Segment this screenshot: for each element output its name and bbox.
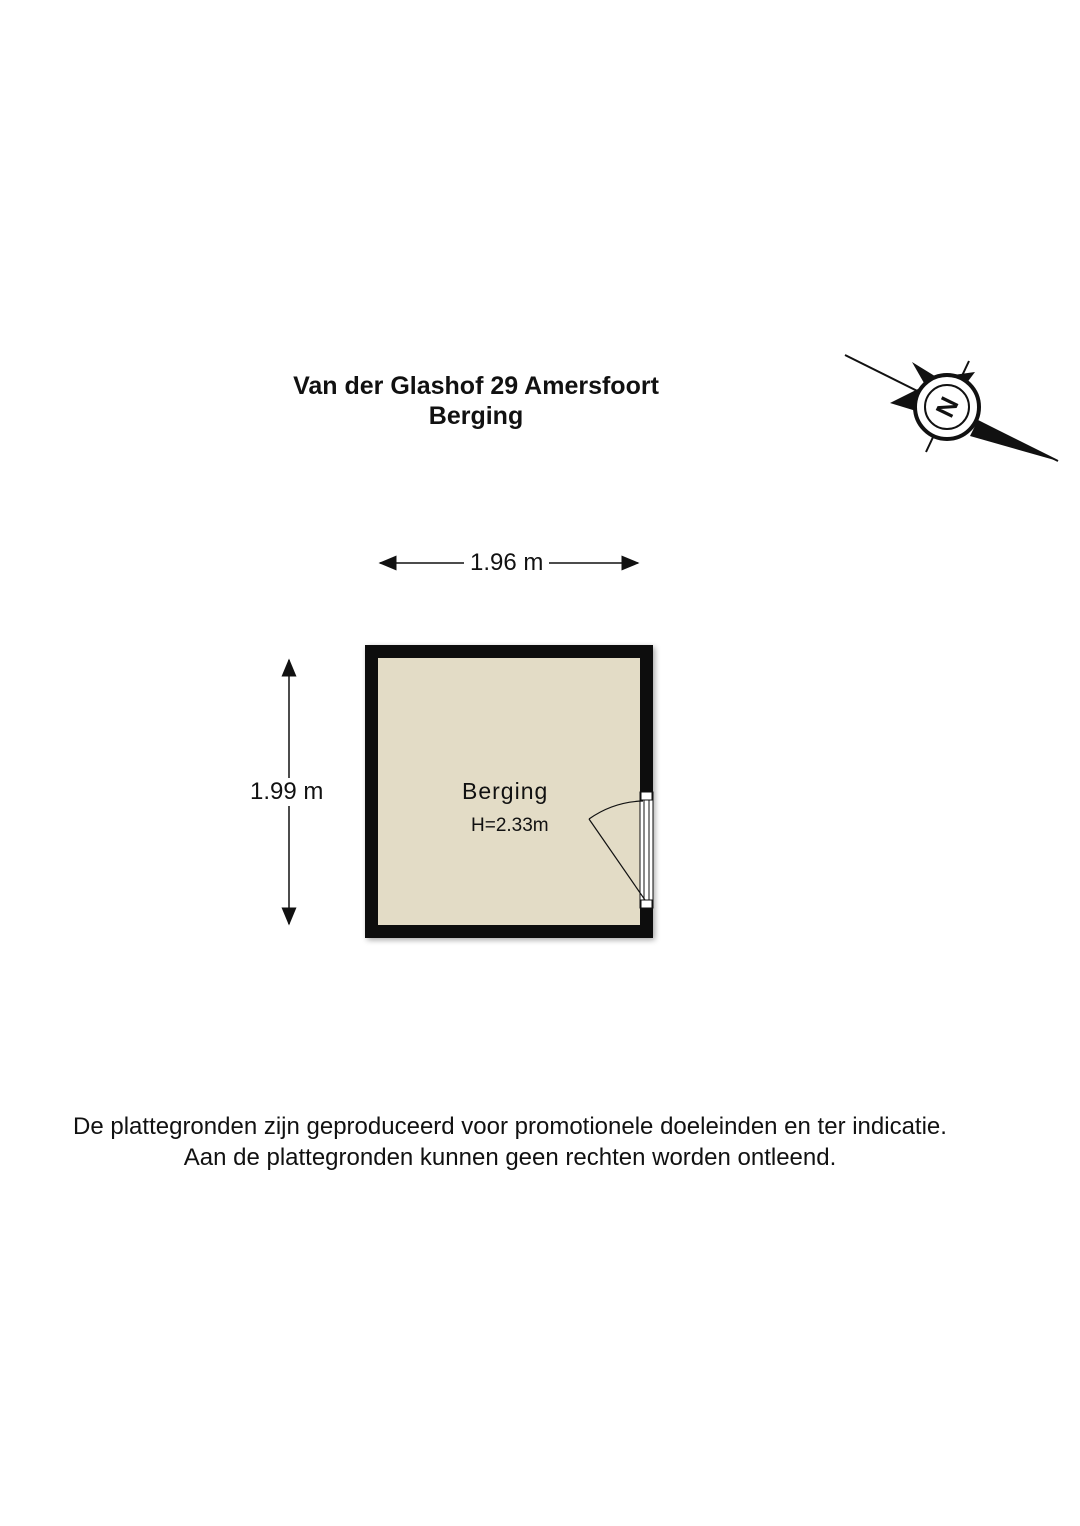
room-name-label: Berging — [462, 778, 549, 804]
disclaimer-line-1: De plattegronden zijn geproduceerd voor promotionele doeleinden en ter indicatie. — [73, 1113, 947, 1140]
property-address: Van der Glashof 29 Amersfoort — [293, 372, 659, 400]
width-dimension-label: 1.96 m — [464, 549, 549, 577]
room-ceiling-height-label: H=2.33m — [471, 815, 549, 836]
floor-name: Berging — [428, 402, 524, 430]
height-dimension-label: 1.99 m — [244, 778, 329, 806]
disclaimer-line-2: Aan de plattegronden kunnen geen rechten worden ontleend. — [183, 1144, 837, 1171]
compass-letter: N — [929, 391, 965, 423]
